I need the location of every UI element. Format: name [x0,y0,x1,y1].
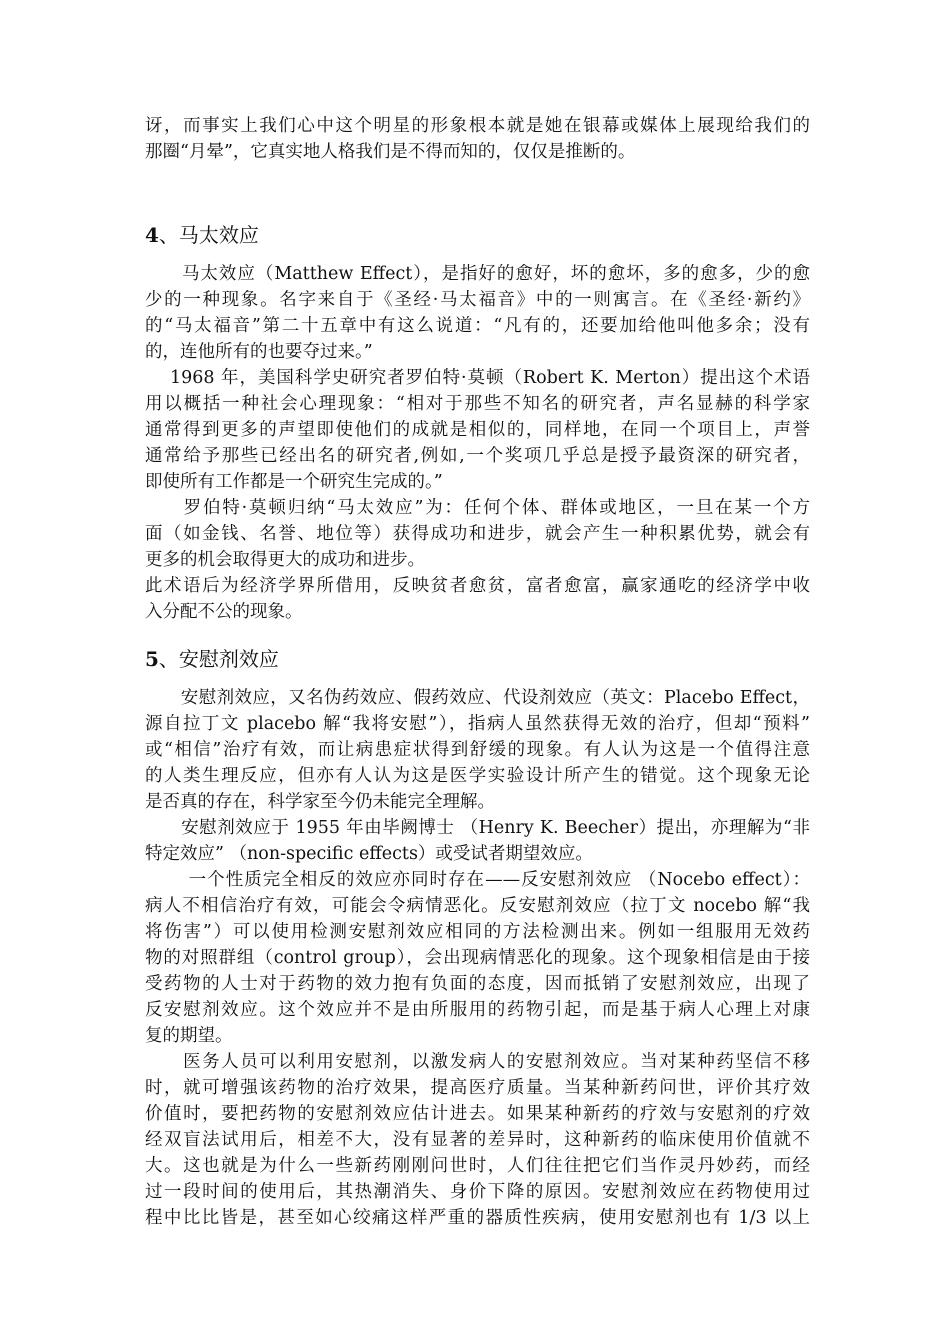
text-line: 或“相信”治疗有效，而让病患症状得到舒缓的现象。有人认为这是一个值得注意 [145,740,810,760]
text-line: 安慰剂效应，又名伪药效应、假药效应、代设剂效应（英文：Placebo Effect， [145,688,810,708]
text-line: 入分配不公的现象。 [145,602,303,622]
section-5-paragraph-1 [145,685,810,815]
section-title: 、马太效应 [158,223,259,247]
section-5-paragraph-3 [145,867,810,1049]
text-line: 过一段时间的使用后，其热潮消失、身价下降的原因。安慰剂效应在药物使用过 [145,1182,810,1202]
section-5-paragraph-4 [145,1049,810,1231]
text-line: 罗伯特·莫顿归纳“马太效应”为：任何个体、群体或地区，一旦在某一个方 [145,498,810,518]
text-line: 马太效应（Matthew Effect），是指好的愈好，坏的愈坏，多的愈多，少的愈 [145,264,810,284]
text-line: 更多的机会取得更大的成功和进步。 [145,550,425,570]
text-line: 源自拉丁文 placebo 解“我将安慰”），指病人虽然获得无效的治疗，但却“预料” [145,714,810,734]
section-4-paragraph-4 [145,573,810,625]
text-line: 讶，而事实上我们心中这个明星的形象根本就是她在银幕或媒体上展现给我们的 [145,116,810,136]
text-line: 物的对照群组（control group），会出现病情恶化的现象。这个现象相信是由于接 [145,948,810,968]
text-line: 少的一种现象。名字来自于《圣经·马太福音》中的一则寓言。在《圣经·新约》 [145,290,810,310]
section-4-paragraph-2 [145,365,810,495]
text-line: 安慰剂效应于 1955 年由毕阙博士 （Henry K. Beecher）提出，亦理解为“非 [145,818,810,838]
text-line: 价值时，要把药物的安慰剂效应估计进去。如果某种新药的疗效与安慰剂的疗效 [145,1104,810,1124]
text-line: 时，就可增强该药物的治疗效果，提高医疗质量。当某种新药问世，评价其疗效 [145,1078,810,1098]
text-line: 的，连他所有的也要夺过来。” [145,342,373,362]
text-line: 受药物的人士对于药物的效力抱有负面的态度，因而抵销了安慰剂效应，出现了 [145,974,810,994]
text-line: 1968 年，美国科学史研究者罗伯特·莫顿（Robert K. Merton）提出这个术语 [145,368,810,388]
section-number: 5 [145,647,159,671]
section-5-heading [145,645,279,673]
text-line: 反安慰剂效应。这个效应并不是由所服用的药物引起，而是基于病人心理上对康 [145,1000,810,1020]
text-line: 通常给予那些已经出名的研究者,例如,一个奖项几乎总是授予最资深的研究者， [145,446,810,466]
text-line: 程中比比皆是，甚至如心绞痛这样严重的器质性疾病，使用安慰剂也有 1/3 以上 [145,1208,810,1228]
text-line: 病人不相信治疗有效，可能会令病情恶化。反安慰剂效应（拉丁文 nocebo 解“我 [145,896,810,916]
text-line: 的人类生理反应，但亦有人认为这是医学实验设计所产生的错觉。这个现象无论 [145,766,810,786]
text-line: 医务人员可以利用安慰剂，以激发病人的安慰剂效应。当对某种药坚信不移 [145,1052,810,1072]
text-line: 将伤害”）可以使用检测安慰剂效应相同的方法检测出来。例如一组服用无效药 [145,922,810,942]
text-line: 那圈“月晕”，它真实地人格我们是不得而知的，仅仅是推断的。 [145,142,636,162]
section-5-paragraph-2 [145,815,810,867]
text-line: 此术语后为经济学界所借用，反映贫者愈贫，富者愈富，赢家通吃的经济学中收 [145,576,810,596]
section-title: 、安慰剂效应 [158,647,279,671]
section-4-paragraph-3 [145,495,810,573]
text-line: 通常得到更多的声望即使他们的成就是相似的，同样地，在同一个项目上，声誉 [145,420,810,440]
section-number: 4 [145,223,159,247]
text-line: 经双盲法试用后，相差不大，没有显著的差异时，这种新药的临床使用价值就不 [145,1130,810,1150]
text-line: 一个性质完全相反的效应亦同时存在——反安慰剂效应 （Nocebo effect）： [145,870,810,890]
text-line: 是否真的存在，科学家至今仍未能完全理解。 [145,792,495,812]
text-line: 大。这也就是为什么一些新药刚刚问世时，人们往往把它们当作灵丹妙药，而经 [145,1156,810,1176]
section-4-heading [145,221,259,249]
intro-paragraph [145,113,810,165]
text-line: 面（如金钱、名誉、地位等）获得成功和进步，就会产生一种积累优势，就会有 [145,524,810,544]
text-line: 用以概括一种社会心理现象：“相对于那些不知名的研究者，声名显赫的科学家 [145,394,810,414]
text-line: 复的期望。 [145,1026,233,1046]
text-line: 的“马太福音”第二十五章中有这么说道：“凡有的，还要加给他叫他多余；没有 [145,316,810,336]
text-line: 即使所有工作都是一个研究生完成的。” [145,472,443,492]
text-line: 特定效应” （non-specific effects）或受试者期望效应。 [145,844,593,864]
section-4-paragraph-1 [145,261,810,365]
